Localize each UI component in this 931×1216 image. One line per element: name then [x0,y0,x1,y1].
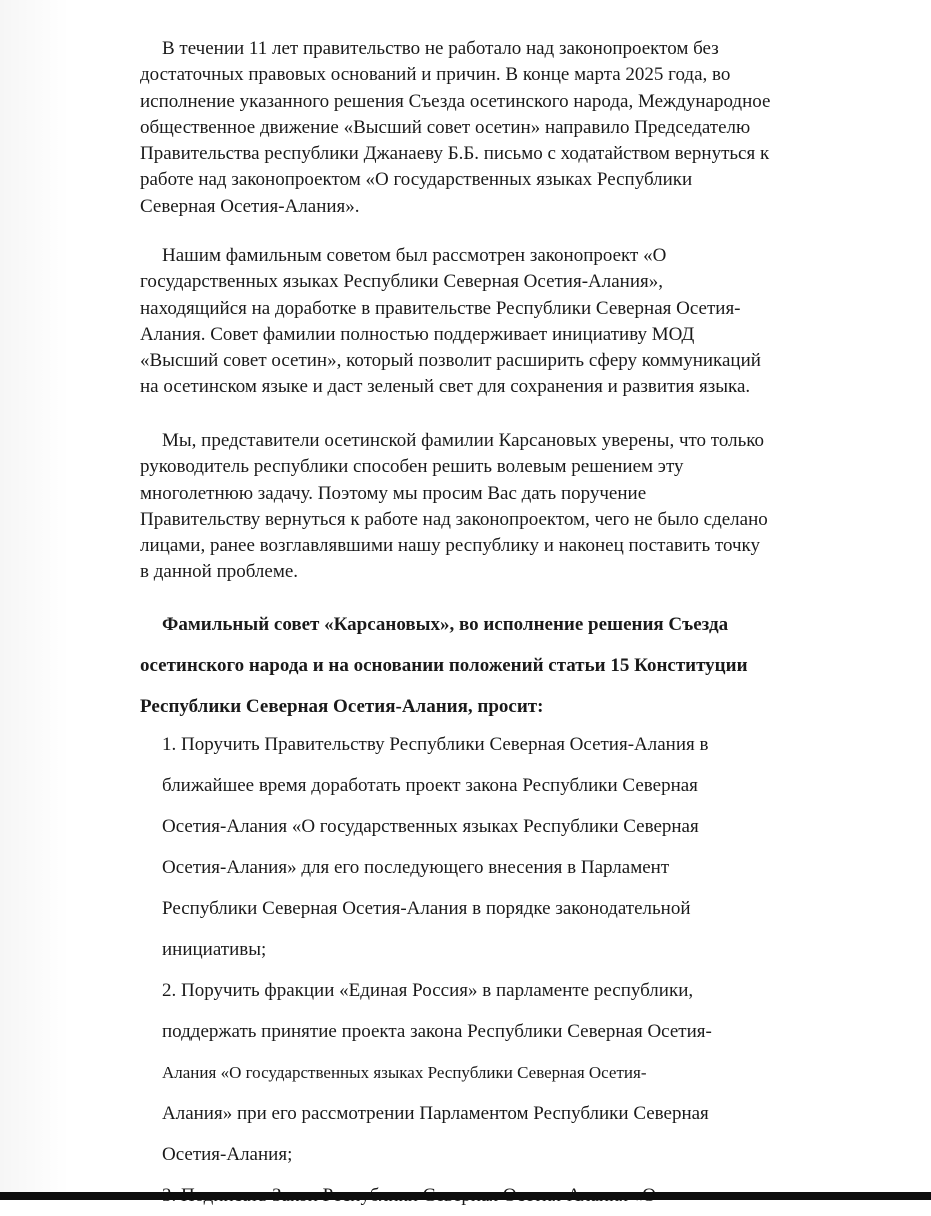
text-line: на осетинском языке и даст зеленый свет для сохранения и развития языка. [140,376,751,398]
text-line: многолетнюю задачу. Поэтому мы просим Вас дать поручение [140,482,647,504]
list-item: Осетия-Алания» для его последующего внесения в Парламент [162,857,670,878]
text-line: Республики Северная Осетия-Алания, просит: [140,696,544,717]
text-line: Фамильный совет «Карсановых», во исполнение решения Съезда [162,614,729,635]
list-item: 1. Поручить Правительству Республики Северная Осетия-Алания в [162,734,709,755]
bottom-edge-bar [0,1192,931,1200]
text-line: работе над законопроектом «О государственных языках Республики [140,169,693,191]
text-line: «Высший совет осетин», который позволит расширить сферу коммуникаций [140,350,761,372]
text-line: в данной проблеме. [140,561,299,583]
paragraph-appeal [140,428,900,586]
text-line: Северная Осетия-Алания». [140,195,360,217]
text-line: Нашим фамильным советом был рассмотрен законопроект «О [162,245,667,266]
list-item: Алания» при его рассмотрении Парламентом Республики Северная [162,1103,709,1124]
text-line: Правительству вернуться к работе над законопроектом, чего не было сделано [140,508,768,530]
list-item: Осетия-Алания «О государственных языках Республики Северная [162,816,699,837]
text-line: руководитель республики способен решить волевым решением эту [140,456,684,478]
paragraph-delay [140,36,900,220]
text-line: В течении 11 лет правительство не работало над законопроектом без [162,38,719,59]
text-line: Мы, представители осетинской фамилии Карсановых уверены, что только [162,430,765,451]
text-line: исполнение указанного решения Съезда осетинского народа, Международное [140,90,771,112]
paragraph-council-review [140,243,900,401]
text-line: находящийся на доработке в правительстве Республики Северная Осетия- [140,297,741,319]
list-item: Республики Северная Осетия-Алания в порядке законодательной [162,898,691,919]
list-item: ближайшее время доработать проект закона Республики Северная [162,775,698,796]
text-line: лицами, ранее возглавлявшими нашу республику и наконец поставить точку [140,535,760,557]
list-item: Алания «О государственных языках Республики Северная Осетия- [162,1063,647,1082]
text-line: общественное движение «Высший совет осетин» направило Председателю [140,116,751,138]
paragraph-request-heading [140,604,900,727]
list-item: поддержать принятие проекта закона Республики Северная Осетия- [162,1021,712,1042]
request-list [140,724,900,1216]
text-line: государственных языках Республики Северная Осетия-Алания», [140,271,664,293]
list-item: Осетия-Алания; [162,1144,293,1165]
text-line: достаточных правовых оснований и причин. В конце марта 2025 года, во [140,64,731,86]
scan-shadow [0,0,70,1200]
list-item: 2. Поручить фракции «Единая Россия» в парламенте республики, [162,980,694,1001]
text-line: Правительства республики Джанаеву Б.Б. письмо с ходатайством вернуться к [140,143,770,165]
text-line: Алания. Совет фамилии полностью поддерживает инициативу МОД [140,323,695,345]
list-item: инициативы; [162,939,267,960]
text-line: осетинского народа и на основании положений статьи 15 Конституции [140,655,748,676]
